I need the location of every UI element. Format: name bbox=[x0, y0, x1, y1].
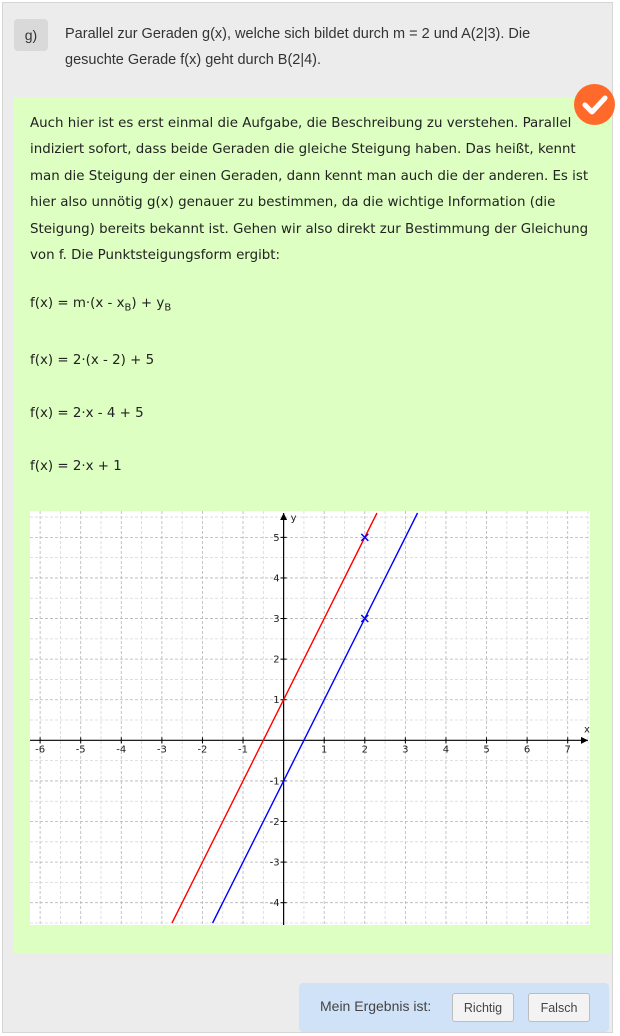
x-tick-label: 4 bbox=[442, 744, 450, 756]
x-tick-label: 1 bbox=[321, 744, 328, 756]
formula-point-slope bbox=[30, 296, 171, 314]
y-tick-label: -1 bbox=[269, 776, 280, 788]
formula-point-slope-part1: f(x) = m·(x - x bbox=[30, 296, 125, 311]
y-tick-label: 2 bbox=[273, 654, 280, 666]
x-tick-label: -4 bbox=[116, 744, 127, 756]
x-tick-label: -3 bbox=[156, 744, 167, 756]
formula-point-slope-part2: ) + y bbox=[131, 296, 165, 311]
exercise-card bbox=[2, 2, 613, 1033]
x-tick-label: 2 bbox=[361, 744, 368, 756]
solution-panel bbox=[13, 97, 612, 953]
formula-subscript-yb: B bbox=[164, 302, 172, 314]
y-axis-label: y bbox=[290, 513, 297, 524]
formula-subscript-xb: B bbox=[124, 302, 132, 314]
x-tick-label: 5 bbox=[483, 744, 490, 756]
x-tick-label: -5 bbox=[75, 744, 86, 756]
y-tick-label: 4 bbox=[273, 573, 280, 585]
x-tick-label: 7 bbox=[564, 744, 571, 756]
y-tick-label: -3 bbox=[269, 857, 280, 869]
x-tick-label: -1 bbox=[238, 744, 249, 756]
result-label: Mein Ergebnis ist: bbox=[320, 998, 432, 1014]
x-tick-label: -2 bbox=[197, 744, 208, 756]
formula-step-1: f(x) = 2·(x - 2) + 5 bbox=[30, 353, 155, 368]
y-tick-label: -4 bbox=[269, 898, 280, 910]
result-bar bbox=[299, 983, 609, 1032]
y-tick-label: 5 bbox=[273, 532, 280, 544]
x-axis-label: x bbox=[584, 724, 590, 736]
x-axis-arrow bbox=[581, 737, 588, 744]
formula-result: f(x) = 2·x + 1 bbox=[30, 459, 122, 474]
check-icon bbox=[574, 84, 615, 125]
y-axis-arrow bbox=[280, 513, 287, 520]
y-tick-label: 3 bbox=[273, 614, 280, 626]
correct-button[interactable]: Richtig bbox=[452, 993, 514, 1022]
x-tick-label: 3 bbox=[402, 744, 409, 756]
correct-status-badge bbox=[574, 84, 615, 125]
wrong-button[interactable]: Falsch bbox=[528, 993, 590, 1022]
x-tick-label: 6 bbox=[523, 744, 531, 756]
task-text: Parallel zur Geraden g(x), welche sich bildet durch m = 2 und A(2|3). Die gesuchte Gerade f(x) geht durch B(2|4). bbox=[65, 26, 531, 68]
task-label: g) bbox=[14, 19, 48, 51]
y-tick-label: -2 bbox=[269, 817, 280, 829]
function-graph bbox=[30, 511, 590, 925]
solution-explanation: Auch hier ist es erst einmal die Aufgabe, die Beschreibung zu verstehen. Parallel indiziert sofort, dass beide Geraden die gleiche Steigung haben. Das heißt, kennt man die Steigung der einen Geraden, dann kennt man auch die der anderen. Es ist hier also unnötig g(x) genauer zu bestimmen, da die wichtige Information (die Steigung) bereits bekannt ist. Gehen wir also direkt zur Bestimmung der Gleichung von f. Die Punktsteigungsform ergibt: bbox=[30, 116, 589, 264]
y-tick-label: 1 bbox=[273, 695, 280, 707]
graph-svg bbox=[30, 511, 590, 925]
x-tick-label: -6 bbox=[35, 744, 46, 756]
formula-step-2: f(x) = 2·x - 4 + 5 bbox=[30, 406, 144, 421]
